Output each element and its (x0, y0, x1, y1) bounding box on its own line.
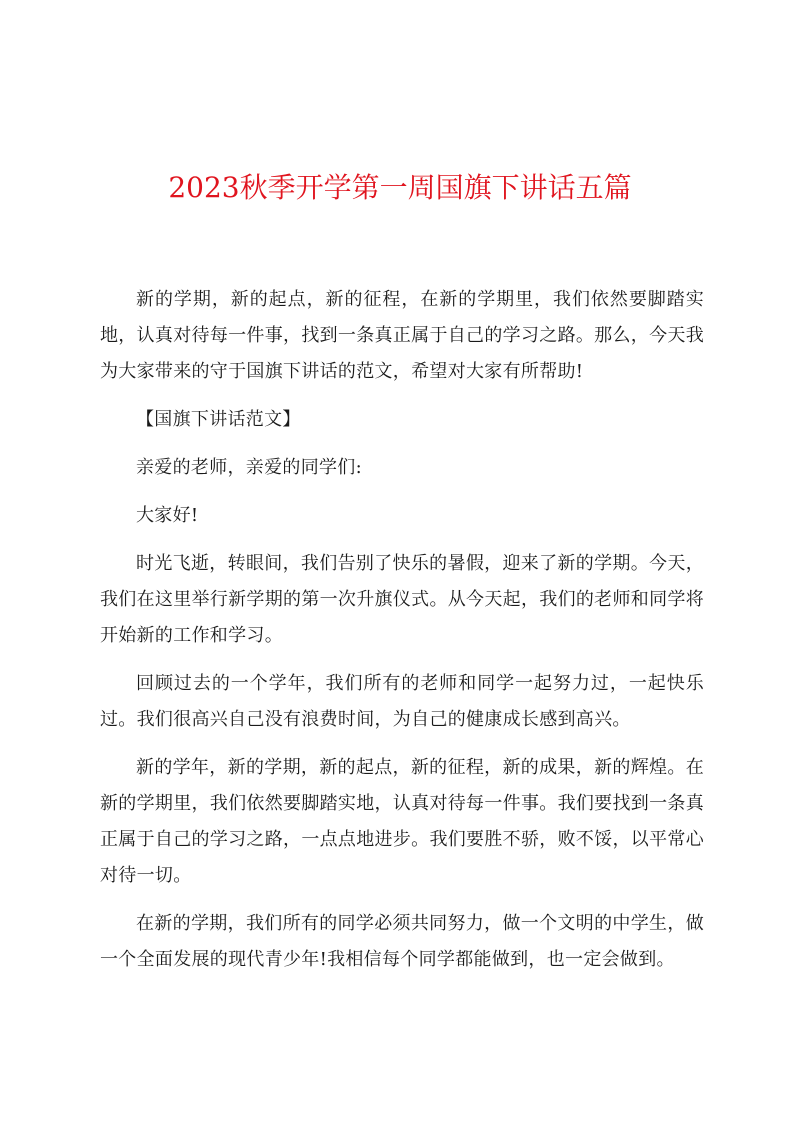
intro-paragraph: 新的学期，新的起点，新的征程，在新的学期里，我们依然要脚踏实地，认真对待每一件事，找到一条真正属于自己的学习之路。那么，今天我为大家带来的守于国旗下讲话的范文，希望对大家有所帮助! (100, 289, 704, 382)
salutation: 亲爱的老师，亲爱的同学们: (136, 457, 362, 478)
document-title: 2023秋季开学第一周国旗下讲话五篇 (168, 171, 632, 204)
body-paragraph: 时光飞逝，转眼间，我们告别了快乐的暑假，迎来了新的学期。今天，我们在这里举行新学期的第一次升旗仪式。从今天起，我们的老师和同学将开始新的工作和学习。 (100, 553, 704, 646)
section-heading: 【国旗下讲话范文】 (136, 409, 301, 430)
body-paragraph: 新的学年，新的学期，新的起点，新的征程，新的成果，新的辉煌。在新的学期里，我们依然要脚踏实地，认真对待每一件事。我们要找到一条真正属于自己的学习之路，一点点地进步。我们要胜不骄，败不馁，以平常心对待一切。 (100, 757, 704, 886)
greeting: 大家好! (136, 505, 199, 526)
body-paragraph: 在新的学期，我们所有的同学必须共同努力，做一个文明的中学生，做一个全面发展的现代青少年!我相信每个同学都能做到，也一定会做到。 (100, 913, 704, 970)
document-body (100, 282, 704, 990)
body-paragraph: 回顾过去的一个学年，我们所有的老师和同学一起努力过，一起快乐过。我们很高兴自己没有浪费时间，为自己的健康成长感到高兴。 (100, 673, 704, 730)
